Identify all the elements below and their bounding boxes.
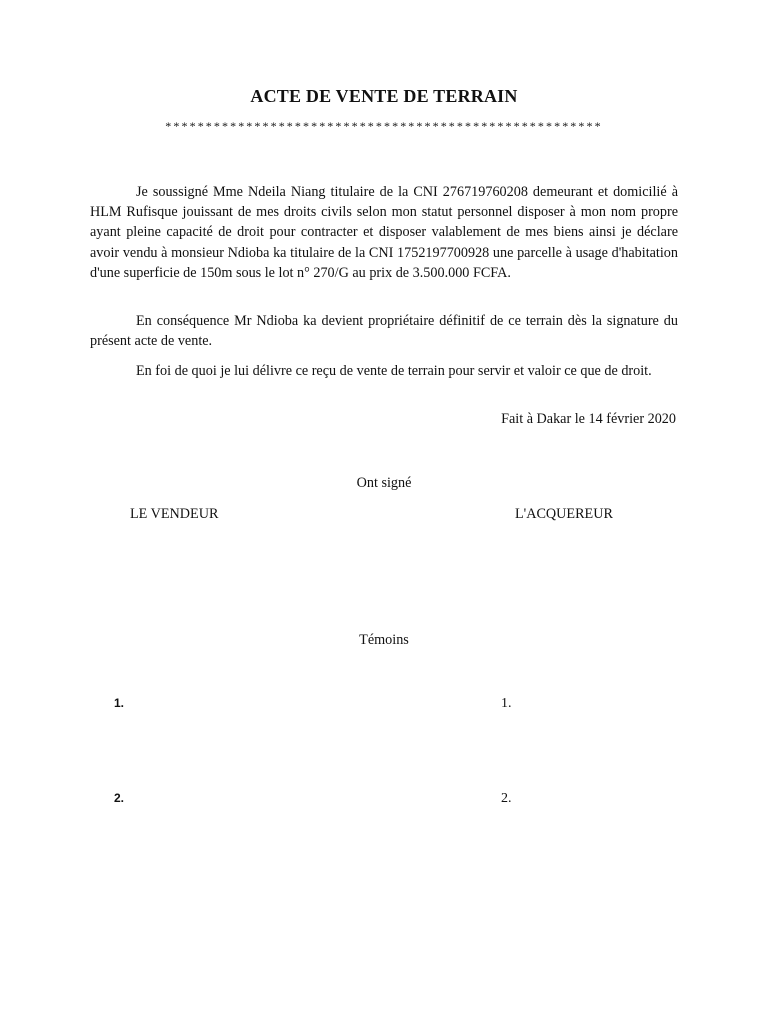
document-title: ACTE DE VENTE DE TERRAIN xyxy=(250,86,518,106)
buyer-signature-label: L'ACQUEREUR xyxy=(515,506,613,522)
buyer-witness-1: 1. xyxy=(501,696,512,711)
paragraph-sale-declaration xyxy=(90,182,678,283)
signatures-heading: Ont signé xyxy=(356,475,412,491)
seller-witness-1: 1. xyxy=(114,696,125,710)
witnesses-heading: Témoins xyxy=(359,632,409,648)
paragraph-text: En foi de quoi je lui délivre ce reçu de vente de terrain pour servir et valoir ce que de droit. xyxy=(136,363,652,379)
place-and-date: Fait à Dakar le 14 février 2020 xyxy=(501,411,676,427)
title-separator: ****************************************************** xyxy=(165,119,603,133)
paragraph-text: Je soussigné Mme Ndeila Niang titulaire de la CNI 276719760208 demeurant et domicilié à HLM Rufisque jouissant de mes droits civils selon mon statut personnel disposer à mon nom propre ayant pleine capacité de droit pour contracter et disposer valablement de mes biens ainsi je déclare avoir vendu à monsieur Ndioba ka titulaire de la CNI 1752197700928 une parcelle à usage d'habitation d'une superficie de 150m sous le lot n° 270/G au prix de 3.500.000 FCFA. xyxy=(90,184,678,281)
buyer-witness-2: 2. xyxy=(501,791,512,806)
paragraph-ownership xyxy=(90,311,678,351)
seller-signature-label: LE VENDEUR xyxy=(130,506,219,522)
seller-witness-2: 2. xyxy=(114,791,125,805)
paragraph-text: En conséquence Mr Ndioba ka devient propriétaire définitif de ce terrain dès la signature du présent acte de vente. xyxy=(90,313,678,350)
paragraph-closing xyxy=(90,361,678,381)
